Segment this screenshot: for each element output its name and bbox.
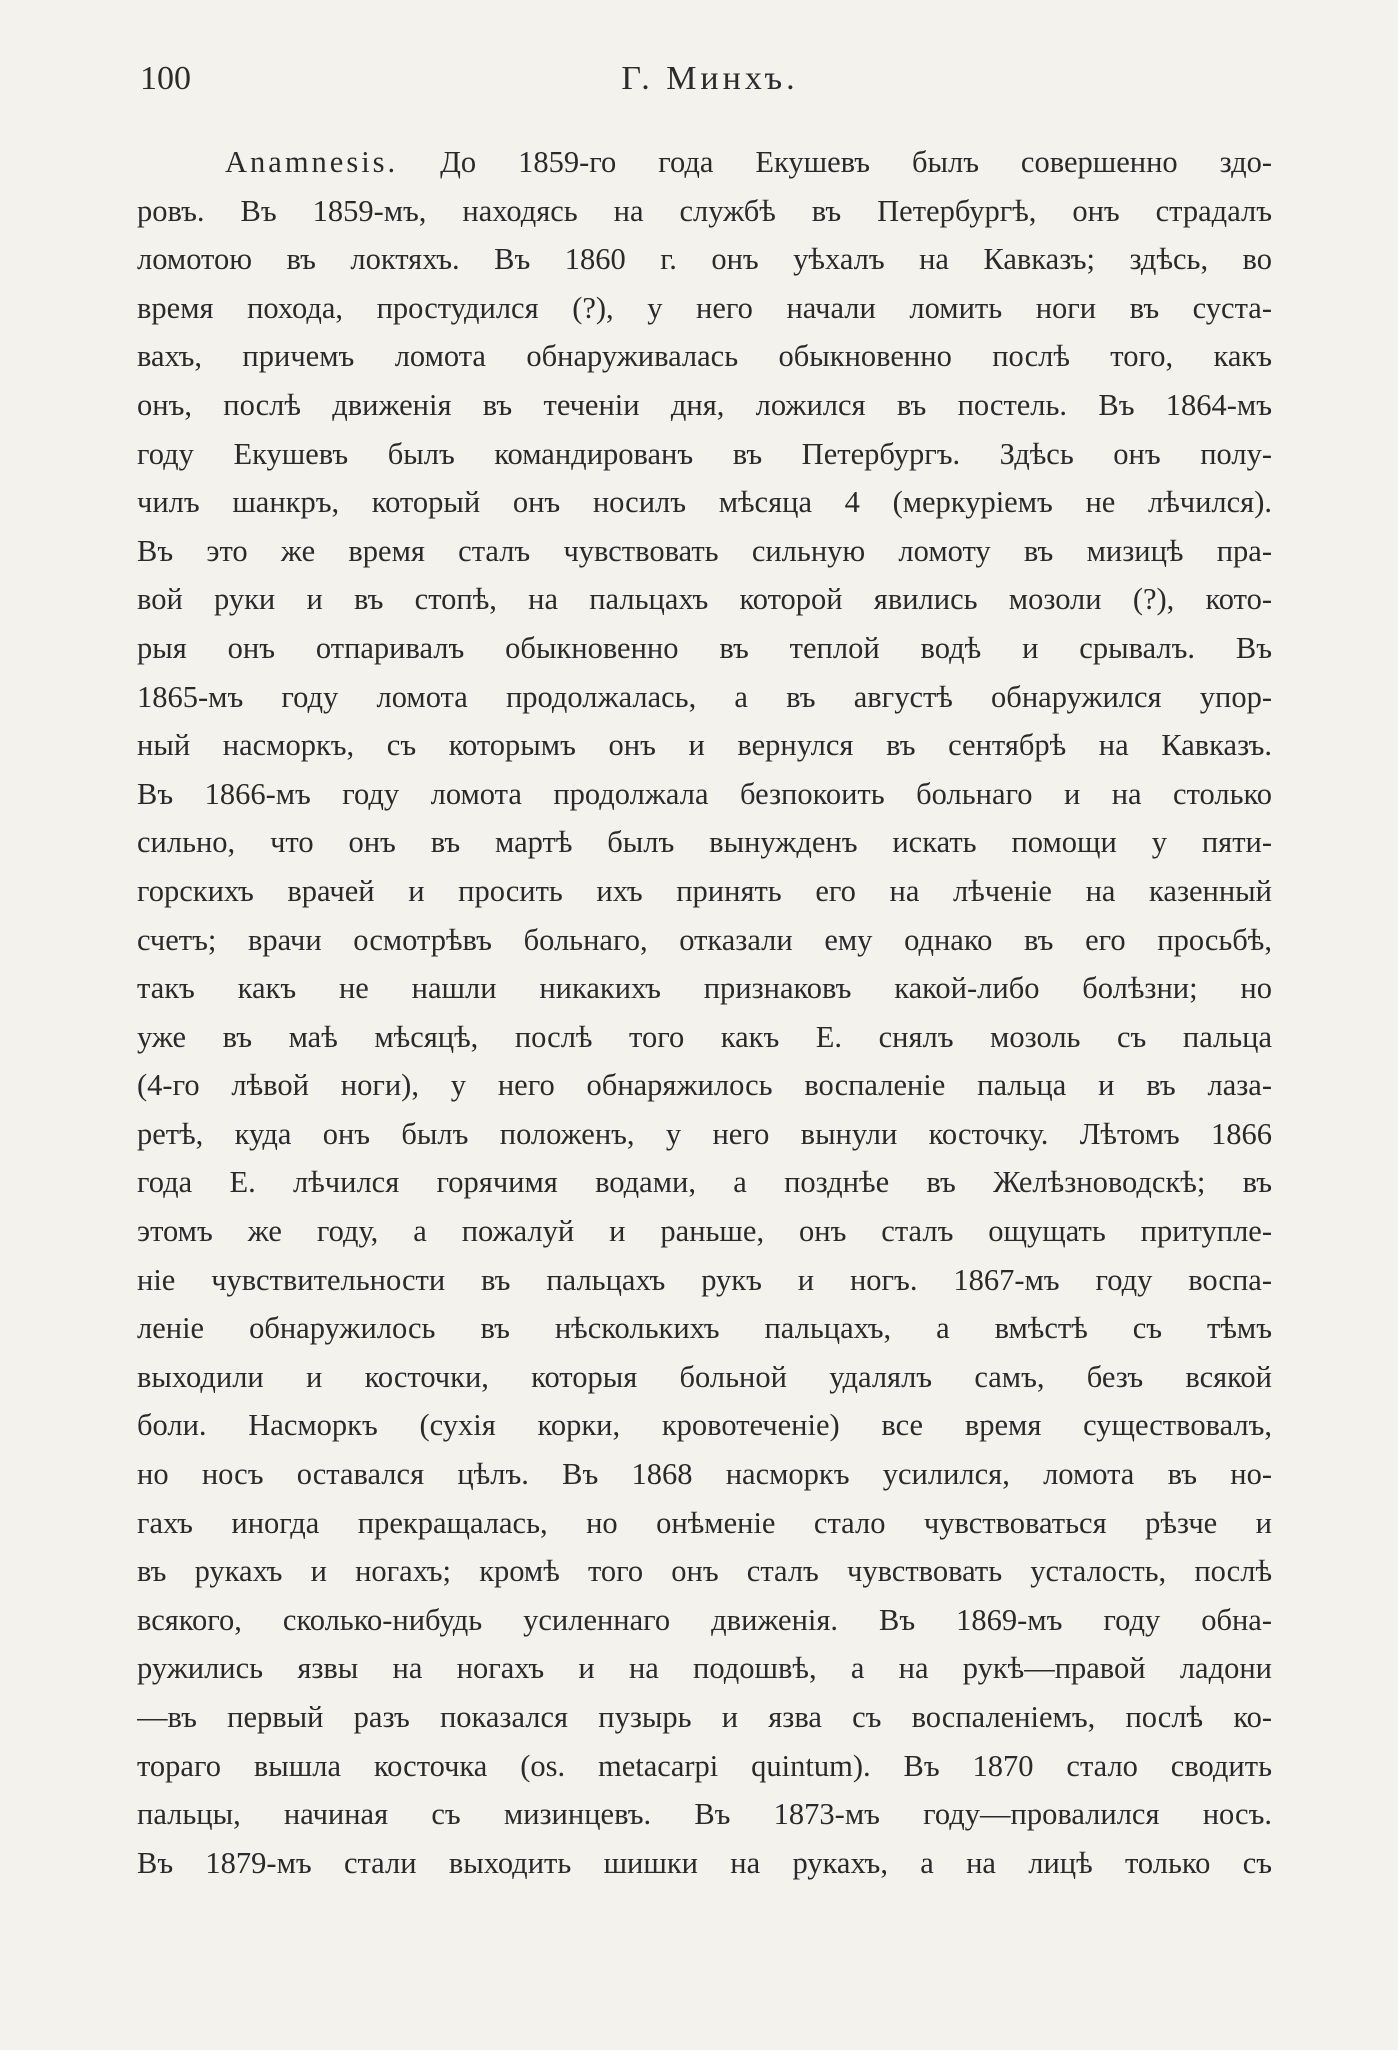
text-line: ровъ. Въ 1859-мъ, находясь на службѣ въ Петербургѣ, онъ страдалъ bbox=[137, 193, 1272, 228]
page-number: 100 bbox=[140, 60, 191, 97]
text-line bbox=[137, 138, 1272, 187]
text-line: въ рукахъ и ногахъ; кромѣ того онъ сталъ чувствовать усталость, послѣ bbox=[137, 1554, 1272, 1589]
text-line: Въ это же время сталъ чувствовать сильную ломоту въ мизицѣ пра- bbox=[137, 533, 1272, 568]
text-line: ружились язвы на ногахъ и на подошвѣ, а на рукѣ—правой ладони bbox=[137, 1651, 1272, 1686]
text-line: 1865-мъ году ломота продолжалась, а въ августѣ обнаружился упор- bbox=[137, 679, 1272, 714]
text-line: года Е. лѣчился горячимя водами, а позднѣе въ Желѣзноводскѣ; въ bbox=[137, 1165, 1272, 1200]
text-line: такъ какъ не нашли никакихъ признаковъ какой-либо болѣзни; но bbox=[137, 971, 1272, 1006]
page-header bbox=[140, 60, 1280, 110]
text-line: боли. Насморкъ (сухія корки, кровотеченіе) все время существовалъ, bbox=[137, 1408, 1272, 1443]
text-line: выходили и косточки, которыя больной удалялъ самъ, безъ всякой bbox=[137, 1359, 1272, 1394]
text-line: но носъ оставался цѣлъ. Въ 1868 насморкъ усилился, ломота въ но- bbox=[137, 1457, 1272, 1492]
first-line-text: До 1859-го года Екушевъ былъ совершенно здо- bbox=[440, 145, 1272, 179]
running-head: Г. Минхъ. bbox=[621, 60, 799, 97]
text-line: уже въ маѣ мѣсяцѣ, послѣ того какъ Е. снялъ мозоль съ пальца bbox=[137, 1019, 1272, 1054]
text-line: онъ, послѣ движенія въ теченіи дня, ложился въ постель. Въ 1864-мъ bbox=[137, 387, 1272, 422]
text-line: этомъ же году, а пожалуй и раньше, онъ сталъ ощущать притупле- bbox=[137, 1214, 1272, 1249]
text-line: Въ 1879-мъ стали выходить шишки на рукахъ, а на лицѣ только съ bbox=[137, 1845, 1272, 1880]
text-line: пальцы, начиная съ мизинцевъ. Въ 1873-мъ году—провалился носъ. bbox=[137, 1797, 1272, 1832]
text-line: году Екушевъ былъ командированъ въ Петербургъ. Здѣсь онъ полу- bbox=[137, 436, 1272, 471]
lead-word: Anamnesis. bbox=[225, 145, 399, 179]
text-line: вой руки и въ стопѣ, на пальцахъ которой явились мозоли (?), кото- bbox=[137, 582, 1272, 617]
text-line: —въ первый разъ показался пузырь и язва съ воспаленіемъ, послѣ ко- bbox=[137, 1700, 1272, 1734]
text-line: ный насморкъ, съ которымъ онъ и вернулся въ сентябрѣ на Кавказъ. bbox=[137, 728, 1272, 763]
text-line: рыя онъ отпаривалъ обыкновенно въ теплой водѣ и срывалъ. Въ bbox=[137, 630, 1272, 665]
text-line: чилъ шанкръ, который онъ носилъ мѣсяца 4 (меркуріемъ не лѣчился). bbox=[137, 485, 1272, 520]
text-line: леніе обнаружилось въ нѣсколькихъ пальцахъ, а вмѣстѣ съ тѣмъ bbox=[137, 1311, 1272, 1346]
text-line: ніе чувствительности въ пальцахъ рукъ и ногъ. 1867-мъ году воспа- bbox=[137, 1262, 1272, 1297]
text-line: ломотою въ локтяхъ. Въ 1860 г. онъ уѣхалъ на Кавказъ; здѣсь, во bbox=[137, 242, 1272, 277]
body-text bbox=[137, 138, 1272, 1887]
text-line: тораго вышла косточка (os. metacarpi quintum). Въ 1870 стало сводить bbox=[137, 1748, 1272, 1783]
text-line: (4-го лѣвой ноги), у него обнаряжилось воспаленіе пальца и въ лаза- bbox=[137, 1068, 1272, 1103]
text-line: всякого, сколько-нибудь усиленнаго движенія. Въ 1869-мъ году обна- bbox=[137, 1602, 1272, 1637]
text-line: ретѣ, куда онъ былъ положенъ, у него вынули косточку. Лѣтомъ 1866 bbox=[137, 1116, 1272, 1151]
text-line: вахъ, причемъ ломота обнаруживалась обыкновенно послѣ того, какъ bbox=[137, 339, 1272, 374]
text-line: Въ 1866-мъ году ломота продолжала безпокоить больнаго и на столько bbox=[137, 776, 1272, 811]
text-line: гахъ иногда прекращалась, но онѣменіе стало чувствоваться рѣзче и bbox=[137, 1505, 1272, 1540]
text-line: время похода, простудился (?), у него начали ломить ноги въ суста- bbox=[137, 290, 1272, 325]
text-line: горскихъ врачей и просить ихъ принять его на лѣченіе на казенный bbox=[137, 873, 1272, 908]
text-line: счетъ; врачи осмотрѣвъ больнаго, отказали ему однако въ его просьбѣ, bbox=[137, 922, 1272, 957]
text-line: сильно, что онъ въ мартѣ былъ вынужденъ искать помощи у пяти- bbox=[137, 825, 1272, 860]
